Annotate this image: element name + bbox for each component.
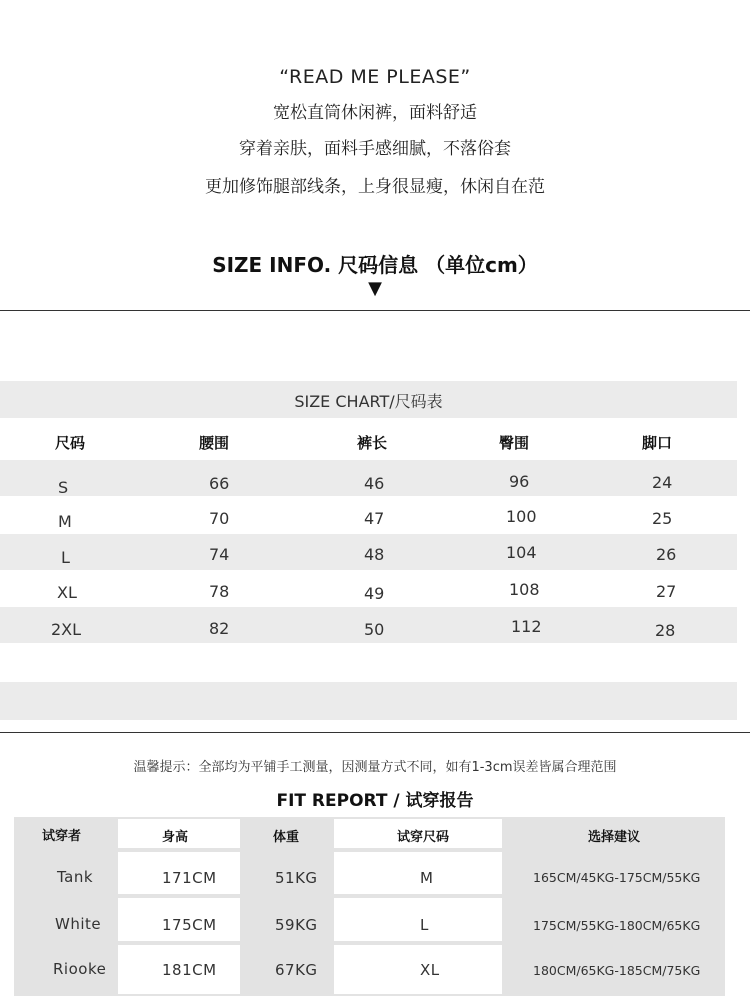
table-cell: 28 (655, 621, 676, 640)
chart-footer-band (0, 682, 737, 720)
table-cell: 50 (364, 620, 385, 639)
table-cell: 108 (509, 580, 540, 599)
fit-header-weight: 体重 (273, 830, 300, 845)
intro-line-3: 更加修饰腿部线条，上身很显瘦，休闲自在范 (205, 177, 545, 197)
fit-cell: L (420, 916, 429, 934)
header-size: 尺码 (55, 434, 86, 452)
fit-cell: M (420, 869, 434, 887)
fit-cell: 175CM/55KG-180CM/65KG (533, 918, 701, 933)
down-triangle-icon: ▼ (368, 278, 382, 299)
table-cell: S (58, 478, 69, 497)
fit-cell: 67KG (275, 961, 318, 979)
table-cell: 26 (656, 545, 677, 564)
table-cell: 24 (652, 473, 673, 492)
fit-cell-bg (334, 898, 502, 941)
size-chart-title: SIZE CHART/尺码表 (294, 392, 443, 411)
fit-cell: 175CM (162, 916, 217, 934)
table-cell: 82 (209, 619, 230, 638)
header-waist: 腰围 (199, 434, 230, 452)
table-cell: 74 (209, 545, 230, 564)
table-cell: 78 (209, 582, 230, 601)
table-cell: 100 (506, 507, 537, 526)
table-cell: 48 (364, 545, 385, 564)
table-cell: 49 (364, 584, 385, 603)
fit-header-tester: 试穿者 (42, 829, 82, 844)
table-cell: L (61, 548, 70, 567)
fit-cell: 180CM/65KG-185CM/75KG (533, 963, 701, 978)
table-cell: 70 (209, 509, 230, 528)
fit-cell: 59KG (275, 916, 318, 934)
fit-cell: Riooke (53, 960, 107, 978)
fit-cell: 165CM/45KG-175CM/55KG (533, 870, 701, 885)
table-cell: 46 (364, 474, 385, 493)
table-cell: 66 (209, 474, 230, 493)
fit-cell: 171CM (162, 869, 217, 887)
fit-header-height: 身高 (162, 830, 189, 845)
fit-cell: Tank (57, 868, 94, 886)
header-hem: 脚口 (642, 434, 673, 452)
size-info-heading: SIZE INFO. 尺码信息 （单位cm） (212, 253, 538, 277)
table-cell: 47 (364, 509, 385, 528)
measurement-notice: 温馨提示：全部均为平铺手工测量，因测量方式不同，如有1-3cm误差皆属合理范围 (133, 760, 617, 775)
header-hip: 臀围 (499, 434, 530, 452)
table-cell: 2XL (51, 620, 82, 639)
table-cell: 112 (511, 617, 542, 636)
table-cell: XL (57, 583, 77, 602)
table-cell: 104 (506, 543, 537, 562)
fit-cell-bg (334, 945, 502, 994)
table-cell: 27 (656, 582, 677, 601)
table-cell: M (58, 512, 72, 531)
divider-bottom (0, 732, 750, 733)
fit-header-size: 试穿尺码 (397, 830, 450, 845)
fit-cell: XL (420, 961, 440, 979)
intro-line-2: 穿着亲肤，面料手感细腻，不落俗套 (239, 139, 511, 159)
table-cell: 25 (652, 509, 673, 528)
intro-line-1: 宽松直筒休闲裤，面料舒适 (273, 103, 477, 123)
divider-top (0, 310, 750, 311)
table-cell: 96 (509, 472, 530, 491)
fit-cell: 51KG (275, 869, 318, 887)
header-length: 裤长 (357, 434, 388, 452)
intro-title: “READ ME PLEASE” (279, 66, 471, 88)
fit-cell: 181CM (162, 961, 217, 979)
fit-report-title: FIT REPORT / 试穿报告 (276, 791, 474, 811)
fit-header-suggestion: 选择建议 (588, 830, 641, 845)
fit-cell-bg (334, 852, 502, 894)
fit-cell: White (55, 915, 102, 933)
